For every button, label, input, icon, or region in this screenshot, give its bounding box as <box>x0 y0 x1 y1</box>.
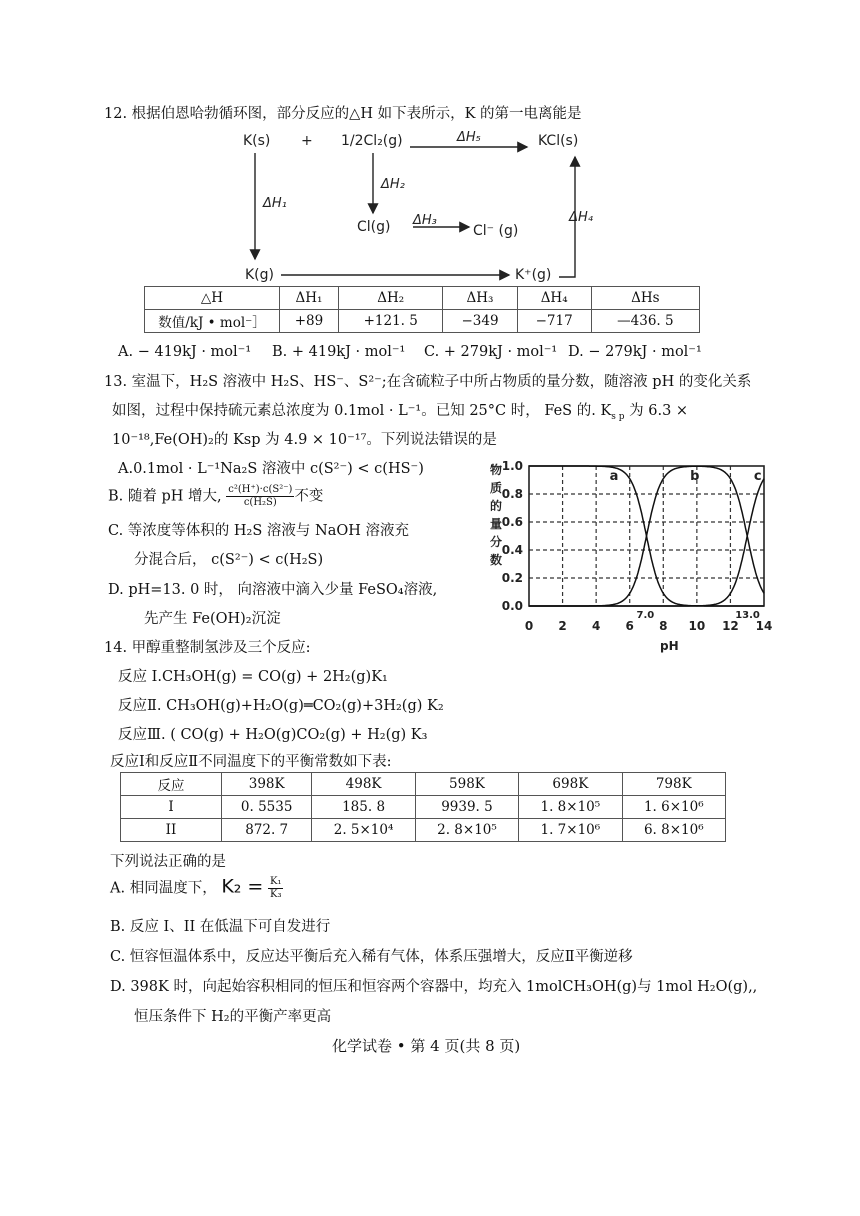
q13-option-b-fraction <box>226 484 294 509</box>
q13-stem-line2-value: 为 6.3 × <box>624 403 689 419</box>
label-cl-g: Cl(g) <box>357 219 391 235</box>
table-cell: 698K <box>519 773 622 796</box>
y-axis-label-char: 数 <box>490 553 503 567</box>
table-cell: +121. 5 <box>339 310 443 333</box>
q13-option-b-tail: 不变 <box>294 488 324 505</box>
label-plus: + <box>301 133 313 149</box>
x-tick-label: 8 <box>659 619 668 633</box>
x-tick-label: 2 <box>558 619 567 633</box>
y-axis-label-char: 物 <box>490 463 503 477</box>
table-cell: 2. 5×10⁴ <box>312 819 415 842</box>
x-axis-label: pH <box>660 639 679 653</box>
table-cell: 数值/kJ • mol⁻］ <box>145 310 280 333</box>
q13-option-d-line1: D. pH=13. 0 时， 向溶液中滴入少量 FeSO₄溶液, <box>108 582 438 598</box>
q14-table-intro: 反应Ⅰ和反应Ⅱ不同温度下的平衡常数如下表: <box>110 754 392 770</box>
q13-stem-line1: 13. 室温下，H₂S 溶液中 H₂S、HS⁻、S²⁻;在含硫粒子中所占物质的量分数，随溶液 pH 的变化关系 <box>104 374 752 390</box>
table-cell: 498K <box>312 773 415 796</box>
table-cell: +89 <box>280 310 339 333</box>
table-row <box>145 310 700 333</box>
table-row <box>121 796 726 819</box>
y-tick-label: 1.0 <box>501 459 523 473</box>
x-tick-label: 10 <box>688 619 706 633</box>
table-cell: I <box>121 796 222 819</box>
q12-stem: 12. 根据伯恩哈勃循环图，部分反应的△H 如下表所示，K 的第一电离能是 <box>104 106 582 122</box>
table-cell: ΔH₂ <box>339 287 443 310</box>
table-cell: 398K <box>222 773 312 796</box>
fraction-numerator: K₁ <box>269 876 282 887</box>
y-axis-label <box>490 462 502 567</box>
label-dh5: ΔH₅ <box>457 130 481 145</box>
table-cell: 185. 8 <box>312 796 415 819</box>
label-k-g: K(g) <box>245 267 274 283</box>
fraction-numerator: c²(H⁺)·c(S²⁻) <box>228 484 293 495</box>
y-axis-label-char: 量 <box>490 517 503 531</box>
q14-reaction-1: 反应 I.CH₃OH(g) = CO(g) + 2H₂(g)K₁ <box>118 669 388 685</box>
table-cell: 6. 8×10⁶ <box>622 819 725 842</box>
table-header-row <box>121 773 726 796</box>
table-cell: 798K <box>622 773 725 796</box>
q12-option-a: A. − 419kJ · mol⁻¹ <box>118 344 252 360</box>
annotation-pka2: 13.0 <box>735 610 760 621</box>
table-cell: △H <box>145 287 280 310</box>
q14-option-c: C. 恒容恒温体系中，反应达平衡后充入稀有气体，体系压强增大，反应Ⅱ平衡逆移 <box>110 949 633 965</box>
annotation-pka1: 7.0 <box>636 610 655 621</box>
fraction-denominator: c(H₂S) <box>243 497 277 508</box>
label-kcl: KCl(s) <box>538 133 579 149</box>
table-row <box>121 819 726 842</box>
q13-stem-line2 <box>112 401 688 423</box>
x-tick-label: 14 <box>755 619 773 633</box>
q14-option-a-fraction <box>268 876 283 901</box>
table-cell: ΔH₁ <box>280 287 339 310</box>
h2s-distribution-chart <box>478 458 808 658</box>
q13-option-c-line1: C. 等浓度等体积的 H₂S 溶液与 NaOH 溶液充 <box>108 523 409 539</box>
series-label-b: b <box>690 469 700 484</box>
born-haber-cycle-diagram <box>235 125 605 285</box>
q14-option-a-k2: K₂ = <box>221 875 264 898</box>
q14-option-d-line2: 恒压条件下 H₂的平衡产率更高 <box>134 1009 332 1025</box>
y-axis-label-char: 的 <box>490 499 503 513</box>
table-cell: ΔH₃ <box>443 287 517 310</box>
label-dh4: ΔH₄ <box>569 210 593 225</box>
q12-option-b: B. + 419kJ · mol⁻¹ <box>272 344 406 360</box>
y-axis-label-char: 质 <box>490 481 503 495</box>
y-tick-label: 0.4 <box>501 543 523 557</box>
q12-enthalpy-table <box>144 286 700 333</box>
table-cell: ΔH₄ <box>517 287 591 310</box>
table-cell: 1. 6×10⁶ <box>622 796 725 819</box>
q14-reaction-2: 反应Ⅱ. CH₃OH(g)+H₂O(g)═CO₂(g)+3H₂(g) K₂ <box>118 698 444 714</box>
x-tick-label: 4 <box>591 619 601 633</box>
table-cell: 872. 7 <box>222 819 312 842</box>
q14-ask: 下列说法正确的是 <box>110 854 226 870</box>
q12-option-c: C. + 279kJ · mol⁻¹ <box>424 344 558 360</box>
label-k-plus: K⁺(g) <box>515 267 552 283</box>
q14-stem: 14. 甲醇重整制氢涉及三个反应: <box>104 640 311 656</box>
x-tick-label: 6 <box>625 619 634 633</box>
x-tick-label: 0 <box>524 619 534 633</box>
y-tick-label: 0.8 <box>501 487 523 501</box>
label-dh2: ΔH₂ <box>381 177 405 192</box>
y-tick-label: 0.6 <box>501 515 523 529</box>
table-cell: 9939. 5 <box>415 796 518 819</box>
table-cell: 反应 <box>121 773 222 796</box>
q13-option-d-line2: 先产生 Fe(OH)₂沉淀 <box>144 611 281 627</box>
table-cell: 1. 7×10⁶ <box>519 819 622 842</box>
q14-option-d-line1: D. 398K 时，向起始容积相同的恒压和恒容两个容器中，均充入 1molCH₃OH(g)与 1mol H₂O(g),, <box>110 979 758 995</box>
fraction-denominator: K₃ <box>269 889 282 900</box>
table-cell: −717 <box>517 310 591 333</box>
x-tick-label: 12 <box>722 619 739 633</box>
series-line-b <box>529 466 764 606</box>
table-cell: 598K <box>415 773 518 796</box>
table-cell: 1. 8×10⁵ <box>519 796 622 819</box>
page-footer: 化学试卷 • 第 4 页(共 8 页) <box>332 1037 521 1055</box>
q13-option-c-line2: 分混合后， c(S²⁻) < c(H₂S) <box>134 552 324 568</box>
y-tick-label: 0.0 <box>501 599 523 613</box>
label-dh1: ΔH₁ <box>263 196 287 211</box>
q13-option-b <box>108 484 323 509</box>
q13-stem-line2-text: 如图，过程中保持硫元素总浓度为 0.1mol · L⁻¹。已知 25°C 时， FeS 的. K <box>112 403 612 419</box>
q13-stem-line3: 10⁻¹⁸,Fe(OH)₂的 Ksp 为 4.9 × 10⁻¹⁷。下列说法错误的是 <box>112 432 497 448</box>
table-cell: −349 <box>443 310 517 333</box>
q13-option-a: A.0.1mol · L⁻¹Na₂S 溶液中 c(S²⁻) < c(HS⁻) <box>118 461 424 477</box>
table-cell: 2. 8×10⁵ <box>415 819 518 842</box>
label-dh3: ΔH₃ <box>413 213 437 228</box>
table-header-row <box>145 287 700 310</box>
table-cell: ΔHs <box>591 287 699 310</box>
label-half-cl2: 1/2Cl₂(g) <box>341 133 403 149</box>
q13-option-b-text: B. 随着 pH 增大, <box>108 488 222 505</box>
q14-option-a <box>110 876 283 901</box>
q14-option-b: B. 反应 I、II 在低温下可自发进行 <box>110 919 331 935</box>
table-cell: —436. 5 <box>591 310 699 333</box>
y-axis-label-char: 分 <box>490 535 503 549</box>
q14-reaction-3: 反应Ⅲ. ( CO(g) + H₂O(g)CO₂(g) + H₂(g) K₃ <box>118 727 428 743</box>
q13-ksp-subscript: s p <box>611 412 625 422</box>
series-label-a: a <box>609 469 619 484</box>
table-cell: 0. 5535 <box>222 796 312 819</box>
series-line-c <box>529 479 764 606</box>
table-cell: II <box>121 819 222 842</box>
label-k-s: K(s) <box>243 133 271 149</box>
q12-option-d: D. − 279kJ · mol⁻¹ <box>568 344 702 360</box>
series-label-c: c <box>753 469 762 484</box>
q14-option-a-text: A. 相同温度下， <box>110 880 217 897</box>
label-cl-minus: Cl⁻ (g) <box>473 223 519 239</box>
q14-equilibrium-table <box>120 772 726 842</box>
y-tick-label: 0.2 <box>501 571 523 585</box>
